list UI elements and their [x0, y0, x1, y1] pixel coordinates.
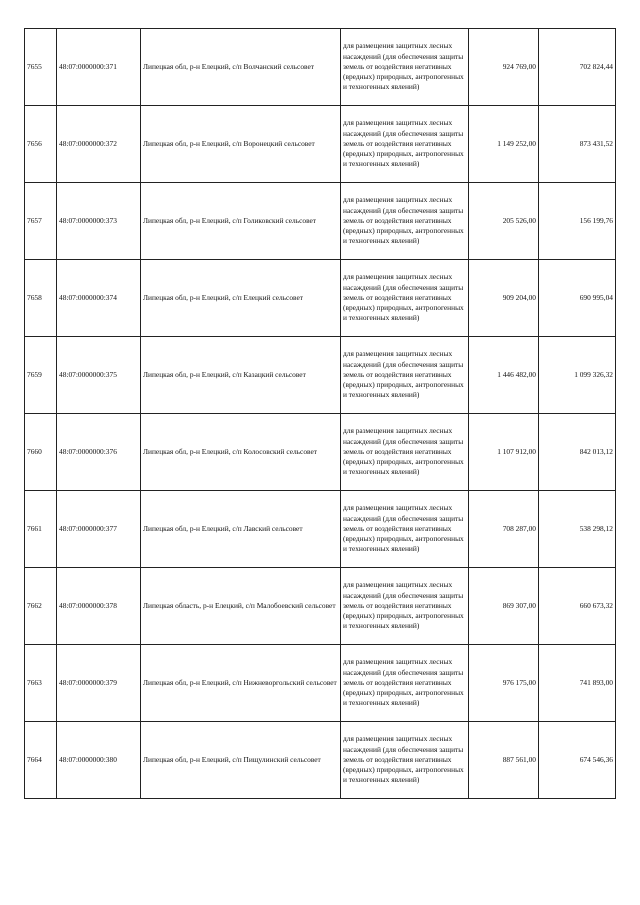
plot-address: Липецкая обл, р-н Елецкий, с/п Голиковский сельсовет	[141, 183, 341, 260]
row-number: 7663	[25, 645, 57, 722]
plot-address: Липецкая обл, р-н Елецкий, с/п Казацкий сельсовет	[141, 337, 341, 414]
cadastral-value: 887 561,00	[469, 722, 539, 799]
table-body	[25, 29, 616, 799]
table-row	[25, 491, 616, 568]
tax-value: 702 824,44	[539, 29, 616, 106]
tax-value: 674 546,36	[539, 722, 616, 799]
permitted-use: для размещения защитных лесных насаждений (для обеспечения защиты земель от воздействия негативных (вредных) природных, антропогенных и техногенных явлений)	[341, 106, 469, 183]
table-row	[25, 645, 616, 722]
cadastral-number: 48:07:0000000:378	[57, 568, 141, 645]
plot-address: Липецкая обл, р-н Елецкий, с/п Волчанский сельсовет	[141, 29, 341, 106]
cadastral-value: 205 526,00	[469, 183, 539, 260]
table-row	[25, 337, 616, 414]
cadastral-number: 48:07:0000000:379	[57, 645, 141, 722]
cadastral-value: 708 287,00	[469, 491, 539, 568]
plot-address: Липецкая обл, р-н Елецкий, с/п Елецкий сельсовет	[141, 260, 341, 337]
permitted-use: для размещения защитных лесных насаждений (для обеспечения защиты земель от воздействия негативных (вредных) природных, антропогенных и техногенных явлений)	[341, 645, 469, 722]
tax-value: 538 298,12	[539, 491, 616, 568]
permitted-use: для размещения защитных лесных насаждений (для обеспечения защиты земель от воздействия негативных (вредных) природных, антропогенных и техногенных явлений)	[341, 568, 469, 645]
cadastral-value: 869 307,00	[469, 568, 539, 645]
permitted-use: для размещения защитных лесных насаждений (для обеспечения защиты земель от воздействия негативных (вредных) природных, антропогенных и техногенных явлений)	[341, 260, 469, 337]
cadastral-number: 48:07:0000000:374	[57, 260, 141, 337]
permitted-use: для размещения защитных лесных насаждений (для обеспечения защиты земель от воздействия негативных (вредных) природных, антропогенных и техногенных явлений)	[341, 722, 469, 799]
row-number: 7662	[25, 568, 57, 645]
row-number: 7655	[25, 29, 57, 106]
row-number: 7658	[25, 260, 57, 337]
plot-address: Липецкая область, р-н Елецкий, с/п Малобоевский сельсовет	[141, 568, 341, 645]
tax-value: 690 995,04	[539, 260, 616, 337]
cadastral-value: 976 175,00	[469, 645, 539, 722]
table-row	[25, 29, 616, 106]
plot-address: Липецкая обл, р-н Елецкий, с/п Колосовский сельсовет	[141, 414, 341, 491]
cadastral-number: 48:07:0000000:371	[57, 29, 141, 106]
plot-address: Липецкая обл, р-н Елецкий, с/п Лавский сельсовет	[141, 491, 341, 568]
cadastral-value: 1 107 912,00	[469, 414, 539, 491]
permitted-use: для размещения защитных лесных насаждений (для обеспечения защиты земель от воздействия негативных (вредных) природных, антропогенных и техногенных явлений)	[341, 414, 469, 491]
land-plot-table	[24, 28, 616, 799]
permitted-use: для размещения защитных лесных насаждений (для обеспечения защиты земель от воздействия негативных (вредных) природных, антропогенных и техногенных явлений)	[341, 29, 469, 106]
tax-value: 741 893,00	[539, 645, 616, 722]
plot-address: Липецкая обл, р-н Елецкий, с/п Нижневоргольский сельсовет	[141, 645, 341, 722]
cadastral-number: 48:07:0000000:380	[57, 722, 141, 799]
cadastral-value: 1 149 252,00	[469, 106, 539, 183]
cadastral-value: 909 204,00	[469, 260, 539, 337]
cadastral-number: 48:07:0000000:375	[57, 337, 141, 414]
plot-address: Липецкая обл, р-н Елецкий, с/п Пищулинский сельсовет	[141, 722, 341, 799]
table-row	[25, 260, 616, 337]
row-number: 7657	[25, 183, 57, 260]
permitted-use: для размещения защитных лесных насаждений (для обеспечения защиты земель от воздействия негативных (вредных) природных, антропогенных и техногенных явлений)	[341, 183, 469, 260]
row-number: 7660	[25, 414, 57, 491]
cadastral-number: 48:07:0000000:376	[57, 414, 141, 491]
cadastral-number: 48:07:0000000:373	[57, 183, 141, 260]
cadastral-value: 924 769,00	[469, 29, 539, 106]
row-number: 7661	[25, 491, 57, 568]
table-row	[25, 568, 616, 645]
row-number: 7656	[25, 106, 57, 183]
cadastral-value: 1 446 482,00	[469, 337, 539, 414]
plot-address: Липецкая обл, р-н Елецкий, с/п Воронецкий сельсовет	[141, 106, 341, 183]
table-row	[25, 722, 616, 799]
permitted-use: для размещения защитных лесных насаждений (для обеспечения защиты земель от воздействия негативных (вредных) природных, антропогенных и техногенных явлений)	[341, 491, 469, 568]
tax-value: 1 099 326,32	[539, 337, 616, 414]
row-number: 7659	[25, 337, 57, 414]
row-number: 7664	[25, 722, 57, 799]
tax-value: 660 673,32	[539, 568, 616, 645]
tax-value: 156 199,76	[539, 183, 616, 260]
cadastral-number: 48:07:0000000:372	[57, 106, 141, 183]
table-row	[25, 183, 616, 260]
tax-value: 873 431,52	[539, 106, 616, 183]
table-row	[25, 414, 616, 491]
permitted-use: для размещения защитных лесных насаждений (для обеспечения защиты земель от воздействия негативных (вредных) природных, антропогенных и техногенных явлений)	[341, 337, 469, 414]
table-row	[25, 106, 616, 183]
cadastral-number: 48:07:0000000:377	[57, 491, 141, 568]
tax-value: 842 013,12	[539, 414, 616, 491]
